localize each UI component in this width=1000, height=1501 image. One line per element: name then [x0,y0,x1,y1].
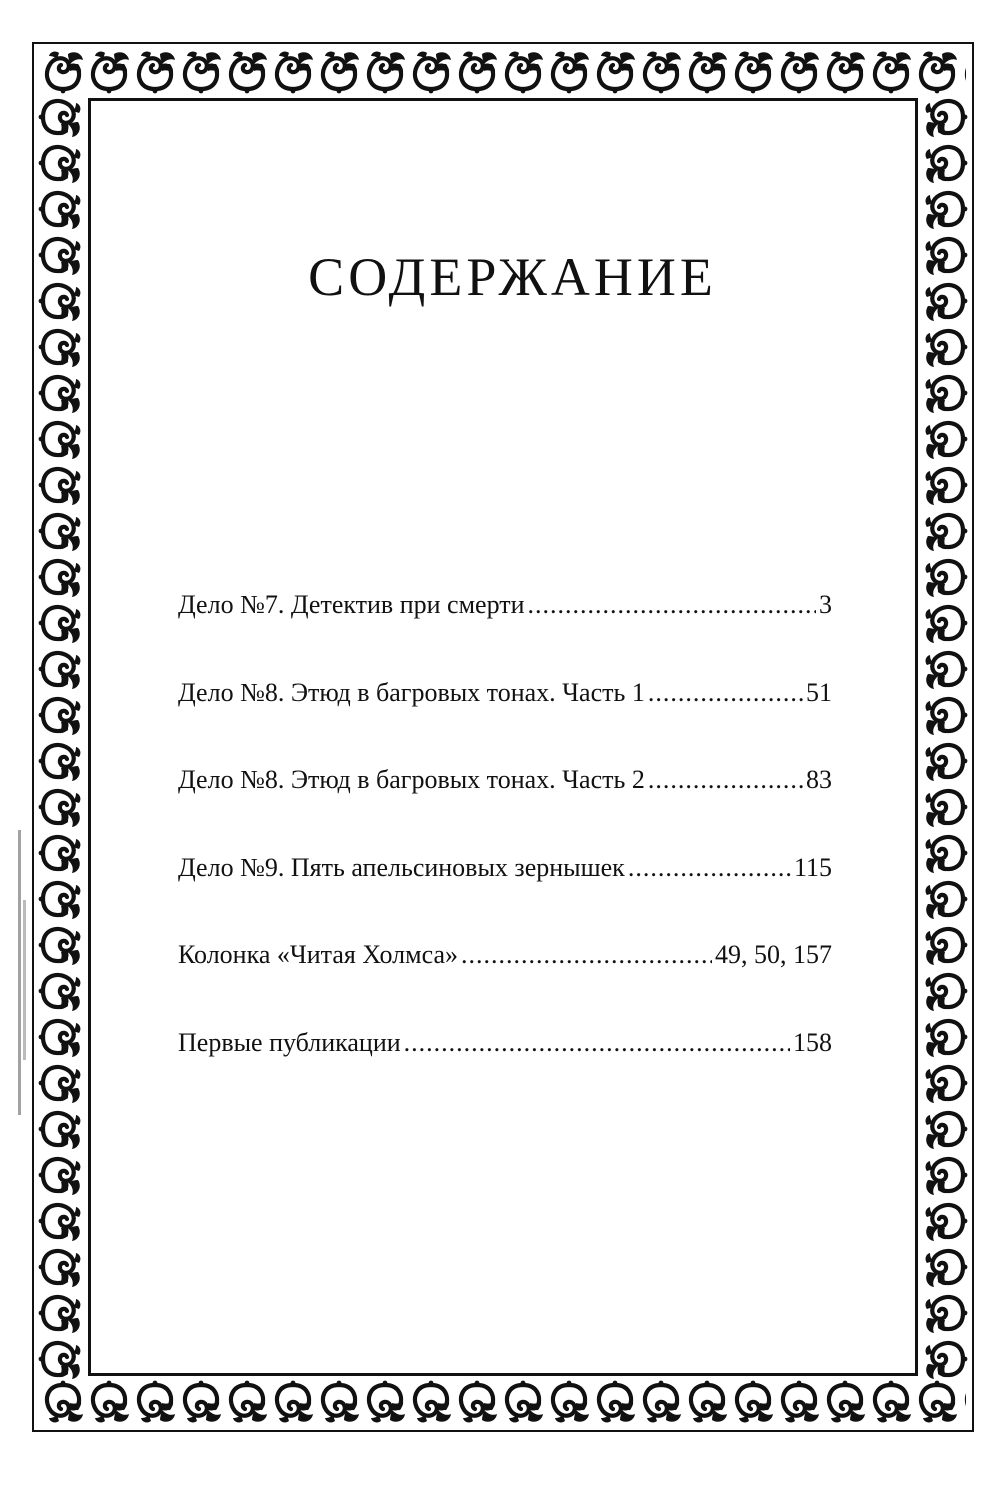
scan-artifact-line [18,830,21,1115]
ornament-border-top [40,48,966,94]
toc-entry-page: 3 [819,590,832,619]
table-of-contents [178,592,832,1117]
toc-entry-title: Дело №9. Пять апельсиновых зернышек [178,852,625,882]
toc-entry-title: Первые публикации [178,1027,401,1057]
toc-entry[interactable] [178,767,832,855]
toc-entry[interactable] [178,852,832,943]
leaf-scroll-icon [40,48,966,94]
toc-dot-leader [461,942,712,968]
ornament-border-bottom [40,1380,966,1426]
leaf-scroll-icon [40,1380,966,1426]
toc-entry[interactable] [178,942,832,1030]
toc-entry[interactable] [178,592,832,680]
page-title: СОДЕРЖАНИЕ [308,247,717,307]
toc-dot-leader [648,680,803,706]
toc-entry-page: 115 [793,852,832,882]
toc-dot-leader [404,1030,790,1056]
toc-entry-title: Дело №8. Этюд в багровых тонах. Часть 1 [178,677,645,707]
toc-entry-page: 49, 50, 157 [715,940,832,969]
toc-entry[interactable] [178,677,832,768]
toc-entry[interactable] [178,1027,832,1118]
toc-dot-leader [528,592,816,618]
toc-entry-title: Колонка «Читая Холмса» [178,940,458,969]
toc-entry-title: Дело №8. Этюд в багровых тонах. Часть 2 [178,765,645,794]
toc-entry-page: 158 [793,1027,832,1057]
toc-dot-leader [628,855,791,881]
toc-entry-page: 83 [806,765,832,794]
toc-dot-leader [648,767,803,793]
toc-entry-title: Дело №7. Детектив при смерти [178,590,525,619]
toc-entry-page: 51 [806,677,832,707]
scan-artifact-line [23,900,26,1060]
